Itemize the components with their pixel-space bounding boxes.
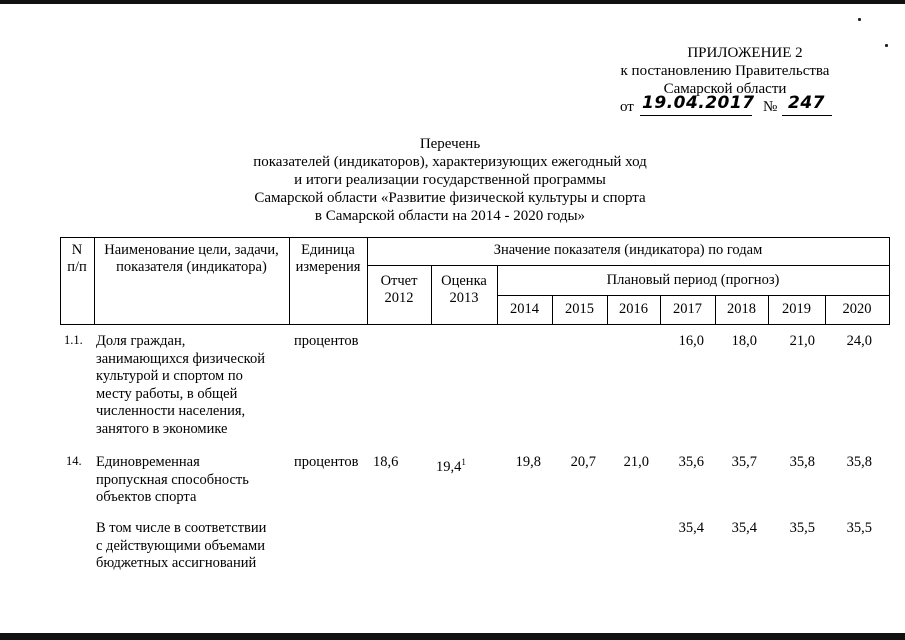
row-value-2019: 35,8 <box>789 454 815 470</box>
appendix-line-2: Самарской области <box>663 81 787 97</box>
footnote-mark: 1 <box>461 457 466 467</box>
header-year: 2018 <box>727 301 756 317</box>
row-value-2014: 19,8 <box>515 454 541 470</box>
title-line: Самарской области «Развитие физической культуры и спорта <box>254 190 646 206</box>
row-value-2018: 18,0 <box>731 333 757 349</box>
date-prefix: от <box>620 99 634 115</box>
row-unit: процентов <box>294 333 359 349</box>
table-border <box>367 265 889 266</box>
row-value-2013: 19,4$^1$ <box>436 457 466 475</box>
number-underline <box>782 115 832 116</box>
header-year: 2019 <box>782 301 811 317</box>
title-line: и итоги реализации государственной программы <box>294 172 606 188</box>
table-border <box>60 237 889 238</box>
row-value-2020: 35,8 <box>846 454 872 470</box>
row-value-2016: 21,0 <box>623 454 649 470</box>
date-value: 19.04.2017 <box>642 93 755 113</box>
table-border <box>889 237 890 325</box>
header-year: 2014 <box>510 301 539 317</box>
row-value-2019: 21,0 <box>789 333 815 349</box>
appendix-date-number-row <box>560 93 890 118</box>
row-value-2019: 35,5 <box>789 520 815 536</box>
scan-speck <box>858 18 861 21</box>
row-value-2020: 35,5 <box>846 520 872 536</box>
page-bottom-border <box>0 633 905 640</box>
header-year: 2020 <box>842 301 872 317</box>
row-value-2017: 35,4 <box>678 520 704 536</box>
row-value-2018: 35,7 <box>731 454 757 470</box>
header-estimate-2013: Оценка 2013 <box>441 273 487 306</box>
date-underline <box>640 115 752 116</box>
header-plan-group: Плановый период (прогноз) <box>606 272 780 288</box>
row-value-2015: 20,7 <box>570 454 596 470</box>
title-line: показателей (индикаторов), характеризующих ежегодный ход <box>253 154 647 170</box>
row-number: 14. <box>66 454 82 468</box>
appendix-block <box>560 44 890 118</box>
appendix-title: ПРИЛОЖЕНИЕ 2 <box>687 45 803 61</box>
table-border <box>497 295 889 296</box>
number-prefix: № <box>763 99 778 115</box>
header-year: 2015 <box>565 301 594 317</box>
page-top-border <box>0 0 905 4</box>
row-number: 1.1. <box>64 333 83 347</box>
header-year: 2016 <box>619 301 648 317</box>
header-unit: Единица измерения <box>295 242 361 275</box>
title-line: в Самарской области на 2014 - 2020 годы» <box>314 208 586 224</box>
header-name: Наименование цели, задачи, показателя (индикатора) <box>104 242 279 275</box>
header-report-2012: Отчет 2012 <box>380 273 418 306</box>
row-value-2017: 16,0 <box>678 333 704 349</box>
table-border <box>60 324 889 325</box>
document-title <box>200 135 700 225</box>
header-num: N п/п <box>67 242 87 275</box>
row-unit: процентов <box>294 454 359 470</box>
appendix-line-1: к постановлению Правительства <box>620 63 830 79</box>
row-name: Единовременная пропускная способность объектов спорта <box>96 454 249 505</box>
row-name: В том числе в соответствии с действующими объемами бюджетных ассигнований <box>96 520 267 571</box>
number-value: 247 <box>788 93 825 113</box>
row-value-2012: 18,6 <box>373 454 399 470</box>
row-value-2018: 35,4 <box>731 520 757 536</box>
row-value-2020: 24,0 <box>846 333 872 349</box>
row-name: Доля граждан, занимающихся физической культурой и спортом по месту работы, в общей численности населения, занятого в экономике <box>96 333 266 437</box>
title-line: Перечень <box>419 136 481 152</box>
row-value-2017: 35,6 <box>678 454 704 470</box>
header-values-group: Значение показателя (индикатора) по годам <box>493 242 763 258</box>
header-year: 2017 <box>673 301 702 317</box>
